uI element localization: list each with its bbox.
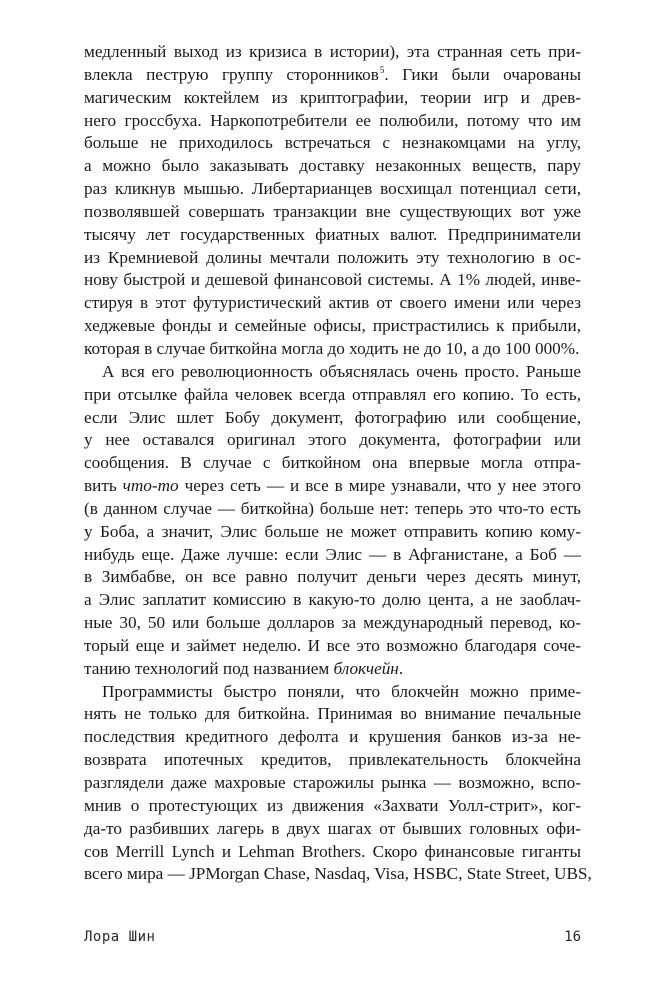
text-line: медленный выход из кризиса в истории), эта странная сеть при- <box>84 42 581 61</box>
text-line: мнив о протестующих из движения «Захвати Уолл-стрит», ког- <box>84 795 581 815</box>
paragraph <box>84 361 581 681</box>
text-segment: . <box>398 658 404 678</box>
text-line: возврата ипотечных кредитов, привлекательность блокчейна <box>84 750 581 770</box>
page-number: 16 <box>564 929 581 945</box>
text-line: Программисты быстро поняли, что блокчейн можно приме- <box>102 681 581 701</box>
text-line: у нее оставался оригинал этого документа, фотографии или <box>84 430 581 450</box>
text-line: магическим коктейлем из криптографии, теории игр и древ- <box>84 87 581 107</box>
page-footer <box>84 929 581 951</box>
text-line: раз кликнув мышью. Либертарианцев восхищал потенциал сети, <box>84 179 581 199</box>
text-segment: вить <box>84 476 123 496</box>
text-line: разглядели даже махровые старожилы рынка — возможно, вспо- <box>84 773 581 792</box>
paragraph <box>84 41 581 361</box>
text-segment: через сеть — и все в мире узнавали, что у нее этого <box>178 476 581 496</box>
book-page-body <box>84 41 592 886</box>
emphasis-text: что-то <box>122 476 179 496</box>
text-line: него гроссбуха. Наркопотребители ее полюбили, потому что им <box>84 110 581 130</box>
running-footer-author: Лора Шин <box>84 929 156 945</box>
text-segment: влекла пеструю группу сторонников <box>84 64 379 84</box>
text-line: при отсылке файла человек всегда отправлял его копию. То есть, <box>84 384 581 404</box>
emphasis-text: блокчейн <box>333 658 399 678</box>
text-line: нову быстрой и дешевой финансовой системы. А 1% людей, инве- <box>84 270 581 290</box>
footnote-marker: 5 <box>379 65 385 76</box>
text-line: позволявшей совершать транзакции вне существующих вот уже <box>84 201 581 221</box>
text-line: торый еще и займет неделю. И все это возможно благодаря соче- <box>84 635 581 655</box>
text-line: да-то разбивших лагерь в двух шагах от бывших головных офи- <box>84 818 581 838</box>
text-line: из Кремниевой долины мечтали положить эту технологию в ос- <box>84 247 581 267</box>
text-line: если Элис шлет Бобу документ, фотографию или сообщение, <box>84 407 581 427</box>
text-line: ные 30, 50 или больше долларов за международный перевод, ко- <box>84 613 581 633</box>
text-line: тысячу лет государственных фиатных валют. Предприниматели <box>84 224 581 244</box>
text-line: а Элис заплатит комиссию в какую-то долю цента, а не заоблач- <box>84 590 581 610</box>
text-line <box>84 658 581 681</box>
text-line: которая в случае биткойна могла до ходить не до 10, а до 100 000%. <box>84 338 580 358</box>
text-line <box>84 475 581 498</box>
text-segment: . Гики были очарованы <box>384 64 582 84</box>
text-line: нибудь еще. Даже лучше: если Элис — в Афганистане, а Боб — <box>84 544 581 564</box>
text-line: всего мира — JPMorgan Chase, Nasdaq, Visa, HSBC, State Street, UBS, <box>84 864 592 884</box>
text-line: больше не приходилось встречаться с незнакомцами на углу, <box>84 133 581 153</box>
text-line: хеджевые фонды и семейные офисы, пристрастились к прибыли, <box>84 316 581 336</box>
text-line: нять не только для биткойна. Принимая во внимание печальные <box>84 704 581 724</box>
text-segment: танию технологий под названием <box>84 658 334 678</box>
text-line: стируя в этот футуристический актив от своего имени или через <box>84 293 581 313</box>
text-line: у Боба, а значит, Элис больше не может отправить копию кому- <box>84 521 581 541</box>
text-line: (в данном случае — биткойна) больше нет: теперь это что-то есть <box>84 498 581 518</box>
paragraph <box>84 681 592 887</box>
text-line <box>84 64 581 87</box>
text-line: сообщения. В случае с биткойном она впервые могла отпра- <box>84 453 581 473</box>
text-line: а можно было заказывать доставку незаконных веществ, пару <box>84 156 581 176</box>
text-line: А вся его революционность объяснялась очень просто. Раньше <box>102 361 581 381</box>
text-line: сов Merrill Lynch и Lehman Brothers. Скоро финансовые гиганты <box>84 841 581 861</box>
text-line: в Зимбабве, он все равно получит деньги через десять минут, <box>84 567 581 587</box>
text-line: последствия кредитного дефолта и крушения банков из-за не- <box>84 727 581 747</box>
